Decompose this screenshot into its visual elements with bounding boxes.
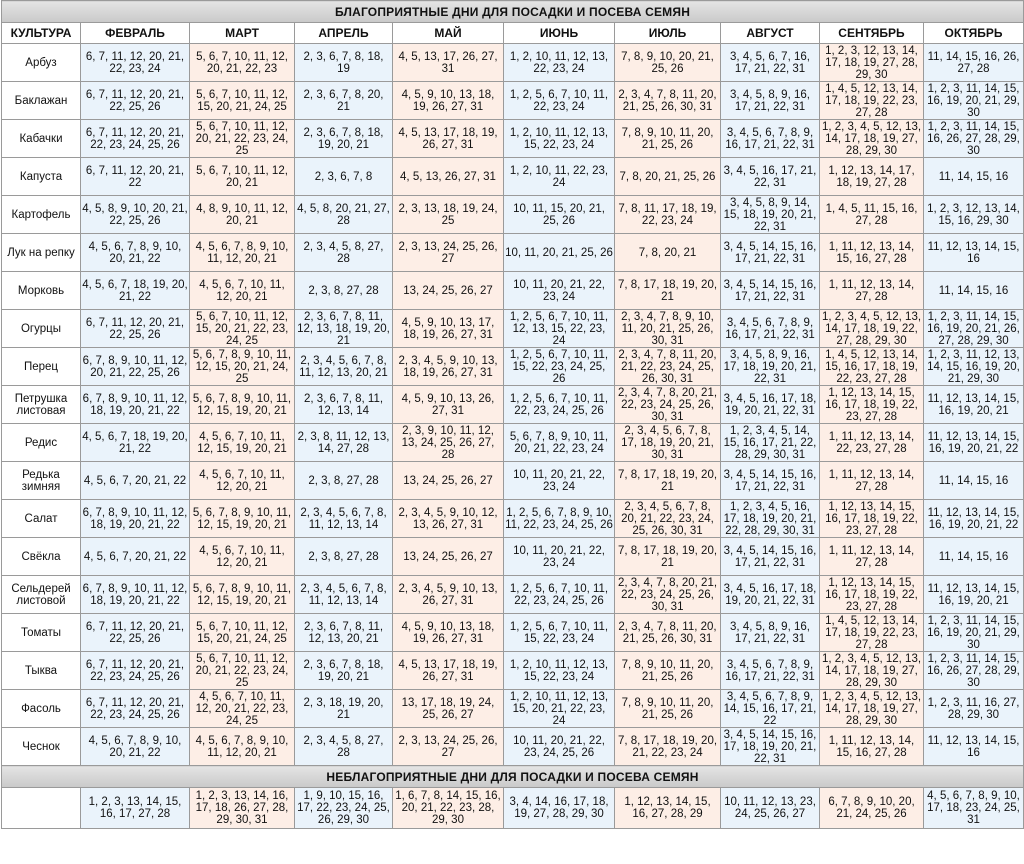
unfavorable-days-cell: 1, 2, 3, 13, 14, 16, 17, 18, 26, 27, 28, 29, 30, 31 bbox=[190, 788, 295, 829]
favorable-days-cell: 1, 4, 5, 12, 13, 14, 17, 18, 19, 22, 23, 27, 28 bbox=[820, 614, 924, 652]
favorable-days-cell: 10, 11, 20, 21, 25, 26 bbox=[504, 234, 615, 272]
favorable-days-cell: 11, 12, 13, 14, 15, 16, 19, 20, 21 bbox=[924, 386, 1024, 424]
crop-row bbox=[2, 424, 1024, 462]
favorable-days-cell: 1, 2, 10, 11, 12, 13, 22, 23, 24 bbox=[504, 44, 615, 82]
favorable-days-cell: 13, 24, 25, 26, 27 bbox=[393, 462, 504, 500]
favorable-days-cell: 4, 5, 13, 26, 27, 31 bbox=[393, 158, 504, 196]
favorable-days-cell: 4, 5, 6, 7, 20, 21, 22 bbox=[81, 538, 190, 576]
favorable-banner-row bbox=[2, 1, 1024, 23]
favorable-days-cell: 6, 7, 8, 9, 10, 11, 12, 18, 19, 20, 21, 22 bbox=[81, 500, 190, 538]
month-header: СЕНТЯБРЬ bbox=[820, 23, 924, 44]
favorable-days-cell: 11, 14, 15, 16 bbox=[924, 272, 1024, 310]
crop-row bbox=[2, 196, 1024, 234]
favorable-days-cell: 5, 6, 7, 8, 9, 10, 11, 12, 15, 20, 21, 24, 25 bbox=[190, 348, 295, 386]
favorable-days-cell: 10, 11, 20, 21, 22, 23, 24 bbox=[504, 272, 615, 310]
favorable-days-cell: 4, 5, 6, 7, 10, 11, 12, 20, 21 bbox=[190, 538, 295, 576]
favorable-days-cell: 10, 11, 20, 21, 22, 23, 24, 25, 26 bbox=[504, 728, 615, 766]
favorable-days-cell: 2, 3, 9, 10, 11, 12, 13, 24, 25, 26, 27, 28 bbox=[393, 424, 504, 462]
favorable-days-cell: 1, 2, 5, 6, 7, 10, 11, 15, 22, 23, 24 bbox=[504, 614, 615, 652]
favorable-days-cell: 3, 4, 5, 16, 17, 18, 19, 20, 21, 22, 31 bbox=[721, 386, 820, 424]
unfavorable-days-cell: 4, 5, 6, 7, 8, 9, 10, 17, 18, 23, 24, 25, 31 bbox=[924, 788, 1024, 829]
crop-row bbox=[2, 44, 1024, 82]
favorable-days-cell: 1, 2, 10, 11, 22, 23, 24 bbox=[504, 158, 615, 196]
unfavorable-banner-row bbox=[2, 766, 1024, 788]
favorable-days-cell: 11, 12, 13, 14, 15, 16, 19, 20, 21, 22 bbox=[924, 424, 1024, 462]
crop-name: Чеснок bbox=[2, 728, 81, 766]
crop-name: Редис bbox=[2, 424, 81, 462]
crop-row bbox=[2, 386, 1024, 424]
crop-name: Тыква bbox=[2, 652, 81, 690]
favorable-days-cell: 3, 4, 5, 14, 15, 16, 17, 21, 22, 31 bbox=[721, 234, 820, 272]
favorable-days-cell: 4, 5, 9, 10, 13, 18, 19, 26, 27, 31 bbox=[393, 82, 504, 120]
unfavorable-days-cell: 1, 6, 7, 8, 14, 15, 16, 20, 21, 22, 23, 28, 29, 30 bbox=[393, 788, 504, 829]
favorable-days-cell: 11, 14, 15, 16 bbox=[924, 538, 1024, 576]
crop-column-header: КУЛЬТУРА bbox=[2, 23, 81, 44]
favorable-days-cell: 5, 6, 7, 8, 9, 10, 11, 12, 15, 19, 20, 21 bbox=[190, 576, 295, 614]
unfavorable-days-cell: 3, 4, 14, 16, 17, 18, 19, 27, 28, 29, 30 bbox=[504, 788, 615, 829]
favorable-days-cell: 13, 17, 18, 19, 24, 25, 26, 27 bbox=[393, 690, 504, 728]
favorable-days-cell: 13, 24, 25, 26, 27 bbox=[393, 538, 504, 576]
favorable-days-cell: 1, 2, 3, 12, 13, 14, 17, 18, 19, 27, 28, 29, 30 bbox=[820, 44, 924, 82]
favorable-days-cell: 1, 2, 5, 6, 7, 10, 11, 15, 22, 23, 24, 25, 26 bbox=[504, 348, 615, 386]
favorable-days-cell: 4, 5, 6, 7, 18, 19, 20, 21, 22 bbox=[81, 272, 190, 310]
crop-row bbox=[2, 234, 1024, 272]
favorable-days-cell: 7, 8, 20, 21 bbox=[615, 234, 721, 272]
favorable-days-cell: 3, 4, 5, 8, 9, 16, 17, 21, 22, 31 bbox=[721, 614, 820, 652]
favorable-days-cell: 1, 2, 3, 4, 5, 14, 15, 16, 17, 21, 22, 28, 29, 30, 31 bbox=[721, 424, 820, 462]
favorable-days-cell: 7, 8, 17, 18, 19, 20, 21 bbox=[615, 462, 721, 500]
favorable-days-cell: 1, 2, 3, 4, 5, 12, 13, 14, 17, 18, 19, 27, 28, 29, 30 bbox=[820, 690, 924, 728]
favorable-days-cell: 2, 3, 6, 7, 8, 11, 12, 13, 20, 21 bbox=[295, 614, 393, 652]
favorable-days-cell: 1, 2, 3, 4, 5, 12, 13, 14, 17, 18, 19, 27, 28, 29, 30 bbox=[820, 652, 924, 690]
favorable-days-cell: 5, 6, 7, 8, 9, 10, 11, 12, 15, 19, 20, 21 bbox=[190, 500, 295, 538]
favorable-days-cell: 4, 5, 6, 7, 10, 11, 12, 20, 21 bbox=[190, 462, 295, 500]
favorable-days-cell: 2, 3, 8, 27, 28 bbox=[295, 462, 393, 500]
month-header: АВГУСТ bbox=[721, 23, 820, 44]
favorable-days-cell: 1, 2, 3, 4, 5, 12, 13, 14, 17, 18, 19, 27, 28, 29, 30 bbox=[820, 120, 924, 158]
favorable-days-cell: 4, 5, 8, 9, 10, 20, 21, 22, 25, 26 bbox=[81, 196, 190, 234]
favorable-days-cell: 1, 2, 3, 11, 14, 15, 16, 26, 27, 28, 29, 30 bbox=[924, 652, 1024, 690]
favorable-days-cell: 10, 11, 20, 21, 22, 23, 24 bbox=[504, 538, 615, 576]
favorable-days-cell: 4, 5, 6, 7, 10, 11, 12, 20, 21, 22, 23, 24, 25 bbox=[190, 690, 295, 728]
crop-row bbox=[2, 462, 1024, 500]
crop-row bbox=[2, 614, 1024, 652]
favorable-days-cell: 2, 3, 4, 7, 8, 11, 20, 21, 22, 23, 24, 25, 26, 30, 31 bbox=[615, 348, 721, 386]
favorable-days-cell: 6, 7, 8, 9, 10, 11, 12, 20, 21, 22, 25, 26 bbox=[81, 348, 190, 386]
favorable-days-cell: 11, 14, 15, 16 bbox=[924, 462, 1024, 500]
favorable-days-cell: 4, 5, 9, 10, 13, 26, 27, 31 bbox=[393, 386, 504, 424]
favorable-days-cell: 3, 4, 5, 14, 15, 16, 17, 18, 19, 20, 21, 22, 31 bbox=[721, 728, 820, 766]
favorable-days-cell: 1, 2, 3, 11, 14, 15, 16, 26, 27, 28, 29, 30 bbox=[924, 120, 1024, 158]
favorable-days-cell: 2, 3, 4, 5, 6, 7, 8, 17, 18, 19, 20, 21, 30, 31 bbox=[615, 424, 721, 462]
favorable-days-cell: 1, 4, 5, 11, 15, 16, 27, 28 bbox=[820, 196, 924, 234]
crop-row bbox=[2, 500, 1024, 538]
favorable-days-cell: 11, 12, 13, 14, 15, 16, 19, 20, 21 bbox=[924, 576, 1024, 614]
favorable-days-cell: 5, 6, 7, 10, 11, 12, 20, 21 bbox=[190, 158, 295, 196]
favorable-days-cell: 3, 4, 5, 14, 15, 16, 17, 21, 22, 31 bbox=[721, 538, 820, 576]
favorable-days-cell: 11, 14, 15, 16, 26, 27, 28 bbox=[924, 44, 1024, 82]
favorable-days-cell: 6, 7, 11, 12, 20, 21, 22, 25, 26 bbox=[81, 614, 190, 652]
favorable-days-cell: 2, 3, 4, 5, 9, 10, 13, 26, 27, 31 bbox=[393, 576, 504, 614]
favorable-days-cell: 1, 12, 13, 14, 15, 16, 17, 18, 19, 22, 23, 27, 28 bbox=[820, 500, 924, 538]
unfavorable-days-cell: 1, 12, 13, 14, 15, 16, 27, 28, 29 bbox=[615, 788, 721, 829]
favorable-days-cell: 2, 3, 4, 5, 8, 27, 28 bbox=[295, 728, 393, 766]
crop-row bbox=[2, 272, 1024, 310]
favorable-days-cell: 3, 4, 5, 16, 17, 18, 19, 20, 21, 22, 31 bbox=[721, 576, 820, 614]
favorable-days-cell: 3, 4, 5, 6, 7, 8, 9, 16, 17, 21, 22, 31 bbox=[721, 652, 820, 690]
favorable-days-cell: 1, 12, 13, 14, 15, 16, 17, 18, 19, 22, 23, 27, 28 bbox=[820, 386, 924, 424]
favorable-days-cell: 1, 2, 5, 6, 7, 10, 11, 22, 23, 24, 25, 26 bbox=[504, 576, 615, 614]
favorable-days-cell: 1, 2, 3, 11, 16, 27, 28, 29, 30 bbox=[924, 690, 1024, 728]
favorable-days-cell: 1, 2, 10, 11, 12, 13, 15, 20, 21, 22, 23, 24 bbox=[504, 690, 615, 728]
month-header: МАРТ bbox=[190, 23, 295, 44]
crop-name: Лук на репку bbox=[2, 234, 81, 272]
favorable-days-cell: 2, 3, 4, 7, 8, 11, 20, 21, 25, 26, 30, 31 bbox=[615, 614, 721, 652]
favorable-days-cell: 11, 12, 13, 14, 15, 16 bbox=[924, 728, 1024, 766]
favorable-days-cell: 3, 4, 5, 14, 15, 16, 17, 21, 22, 31 bbox=[721, 272, 820, 310]
unfavorable-days-cell: 6, 7, 8, 9, 10, 20, 21, 24, 25, 26 bbox=[820, 788, 924, 829]
planting-calendar-table bbox=[1, 0, 1024, 829]
favorable-days-cell: 1, 11, 12, 13, 14, 22, 23, 27, 28 bbox=[820, 424, 924, 462]
favorable-days-cell: 6, 7, 11, 12, 20, 21, 22, 25, 26 bbox=[81, 310, 190, 348]
favorable-days-cell: 7, 8, 9, 10, 11, 20, 21, 25, 26 bbox=[615, 690, 721, 728]
favorable-days-cell: 5, 6, 7, 10, 11, 12, 15, 20, 21, 24, 25 bbox=[190, 614, 295, 652]
favorable-days-cell: 4, 5, 13, 17, 18, 19, 26, 27, 31 bbox=[393, 652, 504, 690]
unfavorable-days-cell: 1, 2, 3, 13, 14, 15, 16, 17, 27, 28 bbox=[81, 788, 190, 829]
favorable-days-cell: 3, 4, 5, 8, 9, 14, 15, 18, 19, 20, 21, 22, 31 bbox=[721, 196, 820, 234]
favorable-days-cell: 2, 3, 6, 7, 8, 18, 19, 20, 21 bbox=[295, 652, 393, 690]
crop-name: Огурцы bbox=[2, 310, 81, 348]
crop-name: Редька зимняя bbox=[2, 462, 81, 500]
favorable-days-cell: 5, 6, 7, 10, 11, 12, 15, 20, 21, 22, 23, 24, 25 bbox=[190, 310, 295, 348]
crop-row bbox=[2, 538, 1024, 576]
unfavorable-crop-cell bbox=[2, 788, 81, 829]
favorable-days-cell: 6, 7, 11, 12, 20, 21, 22, 23, 24 bbox=[81, 44, 190, 82]
favorable-days-cell: 2, 3, 6, 7, 8, 11, 12, 13, 18, 19, 20, 21 bbox=[295, 310, 393, 348]
favorable-days-cell: 1, 2, 10, 11, 12, 13, 15, 22, 23, 24 bbox=[504, 652, 615, 690]
favorable-days-cell: 2, 3, 18, 19, 20, 21 bbox=[295, 690, 393, 728]
favorable-days-cell: 6, 7, 11, 12, 20, 21, 22, 23, 24, 25, 26 bbox=[81, 120, 190, 158]
crop-name: Капуста bbox=[2, 158, 81, 196]
favorable-days-cell: 4, 5, 6, 7, 8, 9, 10, 11, 12, 20, 21 bbox=[190, 234, 295, 272]
favorable-days-cell: 4, 5, 9, 10, 13, 17, 18, 19, 26, 27, 31 bbox=[393, 310, 504, 348]
month-header: АПРЕЛЬ bbox=[295, 23, 393, 44]
favorable-days-cell: 4, 5, 6, 7, 8, 9, 10, 20, 21, 22 bbox=[81, 728, 190, 766]
favorable-days-cell: 1, 2, 3, 4, 5, 16, 17, 18, 19, 20, 21, 22, 28, 29, 30, 31 bbox=[721, 500, 820, 538]
month-header: ИЮНЬ bbox=[504, 23, 615, 44]
favorable-days-cell: 3, 4, 5, 6, 7, 16, 17, 21, 22, 31 bbox=[721, 44, 820, 82]
favorable-days-cell: 5, 6, 7, 10, 11, 12, 15, 20, 21, 24, 25 bbox=[190, 82, 295, 120]
favorable-days-cell: 2, 3, 13, 24, 25, 26, 27 bbox=[393, 234, 504, 272]
favorable-days-cell: 3, 4, 5, 8, 9, 16, 17, 18, 19, 20, 21, 22, 31 bbox=[721, 348, 820, 386]
favorable-days-cell: 1, 11, 12, 13, 14, 27, 28 bbox=[820, 462, 924, 500]
favorable-days-cell: 5, 6, 7, 10, 11, 12, 20, 21, 22, 23 bbox=[190, 44, 295, 82]
favorable-days-cell: 2, 3, 4, 7, 8, 20, 21, 22, 23, 24, 25, 26, 30, 31 bbox=[615, 386, 721, 424]
unfavorable-title: НЕБЛАГОПРИЯТНЫЕ ДНИ ДЛЯ ПОСАДКИ И ПОСЕВА СЕМЯН bbox=[2, 766, 1024, 788]
favorable-days-cell: 6, 7, 11, 12, 20, 21, 22, 23, 24, 25, 26 bbox=[81, 652, 190, 690]
favorable-days-cell: 7, 8, 17, 18, 19, 20, 21 bbox=[615, 272, 721, 310]
month-header: ИЮЛЬ bbox=[615, 23, 721, 44]
favorable-days-cell: 1, 2, 3, 11, 14, 15, 16, 19, 20, 21, 29, 30 bbox=[924, 614, 1024, 652]
favorable-days-cell: 1, 11, 12, 13, 14, 27, 28 bbox=[820, 272, 924, 310]
crop-row bbox=[2, 310, 1024, 348]
crop-name: Салат bbox=[2, 500, 81, 538]
favorable-days-cell: 2, 3, 13, 24, 25, 26, 27 bbox=[393, 728, 504, 766]
favorable-days-cell: 13, 24, 25, 26, 27 bbox=[393, 272, 504, 310]
favorable-days-body bbox=[2, 44, 1024, 766]
favorable-days-cell: 6, 7, 8, 9, 10, 11, 12, 18, 19, 20, 21, 22 bbox=[81, 386, 190, 424]
favorable-days-cell: 4, 5, 6, 7, 10, 11, 12, 20, 21 bbox=[190, 272, 295, 310]
favorable-days-cell: 4, 5, 6, 7, 18, 19, 20, 21, 22 bbox=[81, 424, 190, 462]
favorable-days-cell: 7, 8, 17, 18, 19, 20, 21, 22, 23, 24 bbox=[615, 728, 721, 766]
favorable-days-cell: 4, 5, 8, 20, 21, 27, 28 bbox=[295, 196, 393, 234]
favorable-days-cell: 2, 3, 13, 18, 19, 24, 25 bbox=[393, 196, 504, 234]
favorable-days-cell: 2, 3, 4, 7, 8, 11, 20, 21, 25, 26, 30, 31 bbox=[615, 82, 721, 120]
favorable-days-cell: 7, 8, 9, 10, 20, 21, 25, 26 bbox=[615, 44, 721, 82]
favorable-days-cell: 2, 3, 4, 5, 9, 10, 12, 13, 26, 27, 31 bbox=[393, 500, 504, 538]
month-header: ОКТЯБРЬ bbox=[924, 23, 1024, 44]
crop-row bbox=[2, 728, 1024, 766]
favorable-days-cell: 5, 6, 7, 8, 9, 10, 11, 20, 21, 22, 23, 24 bbox=[504, 424, 615, 462]
crop-row bbox=[2, 652, 1024, 690]
favorable-days-cell: 2, 3, 8, 27, 28 bbox=[295, 272, 393, 310]
favorable-days-cell: 2, 3, 6, 7, 8 bbox=[295, 158, 393, 196]
favorable-days-cell: 1, 2, 3, 11, 14, 15, 16, 19, 20, 21, 26, 27, 28, 29, 30 bbox=[924, 310, 1024, 348]
favorable-days-cell: 6, 7, 11, 12, 20, 21, 22, 25, 26 bbox=[81, 82, 190, 120]
favorable-days-cell: 1, 2, 3, 12, 13, 14, 15, 16, 29, 30 bbox=[924, 196, 1024, 234]
crop-row bbox=[2, 348, 1024, 386]
crop-name: Томаты bbox=[2, 614, 81, 652]
favorable-days-cell: 3, 4, 5, 14, 15, 16, 17, 21, 22, 31 bbox=[721, 462, 820, 500]
crop-name: Фасоль bbox=[2, 690, 81, 728]
favorable-days-cell: 2, 3, 6, 7, 8, 18, 19 bbox=[295, 44, 393, 82]
favorable-days-cell: 5, 6, 7, 10, 11, 12, 20, 21, 22, 23, 24, 25 bbox=[190, 652, 295, 690]
favorable-days-cell: 2, 3, 6, 7, 8, 11, 12, 13, 14 bbox=[295, 386, 393, 424]
crop-name: Баклажан bbox=[2, 82, 81, 120]
favorable-days-cell: 1, 2, 3, 11, 14, 15, 16, 19, 20, 21, 29, 30 bbox=[924, 82, 1024, 120]
crop-name: Морковь bbox=[2, 272, 81, 310]
favorable-days-cell: 3, 4, 5, 6, 7, 8, 9, 14, 15, 16, 17, 21, 22 bbox=[721, 690, 820, 728]
favorable-days-cell: 7, 8, 20, 21, 25, 26 bbox=[615, 158, 721, 196]
favorable-days-cell: 2, 3, 8, 27, 28 bbox=[295, 538, 393, 576]
favorable-days-cell: 10, 11, 20, 21, 22, 23, 24 bbox=[504, 462, 615, 500]
crop-name: Петрушка листовая bbox=[2, 386, 81, 424]
favorable-days-cell: 11, 12, 13, 14, 15, 16, 19, 20, 21, 22 bbox=[924, 500, 1024, 538]
favorable-days-cell: 2, 3, 8, 11, 12, 13, 14, 27, 28 bbox=[295, 424, 393, 462]
favorable-days-cell: 1, 2, 5, 6, 7, 10, 11, 22, 23, 24, 25, 26 bbox=[504, 386, 615, 424]
favorable-days-cell: 2, 3, 4, 5, 9, 10, 13, 18, 19, 26, 27, 31 bbox=[393, 348, 504, 386]
favorable-days-cell: 1, 4, 5, 12, 13, 14, 15, 16, 17, 18, 19, 22, 23, 27, 28 bbox=[820, 348, 924, 386]
crop-row bbox=[2, 82, 1024, 120]
favorable-days-cell: 4, 5, 13, 17, 18, 19, 26, 27, 31 bbox=[393, 120, 504, 158]
favorable-days-cell: 1, 2, 3, 11, 12, 13, 14, 15, 16, 19, 20, 21, 29, 30 bbox=[924, 348, 1024, 386]
favorable-days-cell: 3, 4, 5, 16, 17, 21, 22, 31 bbox=[721, 158, 820, 196]
crop-name: Перец bbox=[2, 348, 81, 386]
favorable-days-cell: 4, 5, 6, 7, 8, 9, 10, 20, 21, 22 bbox=[81, 234, 190, 272]
favorable-days-cell: 11, 12, 13, 14, 15, 16 bbox=[924, 234, 1024, 272]
crop-name: Арбуз bbox=[2, 44, 81, 82]
favorable-days-cell: 1, 12, 13, 14, 17, 18, 19, 27, 28 bbox=[820, 158, 924, 196]
favorable-days-cell: 1, 11, 12, 13, 14, 27, 28 bbox=[820, 538, 924, 576]
favorable-days-cell: 6, 7, 8, 9, 10, 11, 12, 18, 19, 20, 21, 22 bbox=[81, 576, 190, 614]
favorable-days-cell: 10, 11, 15, 20, 21, 25, 26 bbox=[504, 196, 615, 234]
crop-name: Кабачки bbox=[2, 120, 81, 158]
favorable-days-cell: 4, 5, 6, 7, 20, 21, 22 bbox=[81, 462, 190, 500]
favorable-days-cell: 2, 3, 4, 5, 6, 7, 8, 20, 21, 22, 23, 24, 25, 26, 30, 31 bbox=[615, 500, 721, 538]
favorable-days-cell: 6, 7, 11, 12, 20, 21, 22 bbox=[81, 158, 190, 196]
favorable-days-cell: 6, 7, 11, 12, 20, 21, 22, 23, 24, 25, 26 bbox=[81, 690, 190, 728]
crop-row bbox=[2, 576, 1024, 614]
favorable-days-cell: 2, 3, 6, 7, 8, 18, 19, 20, 21 bbox=[295, 120, 393, 158]
favorable-days-cell: 7, 8, 11, 17, 18, 19, 22, 23, 24 bbox=[615, 196, 721, 234]
favorable-days-cell: 4, 5, 9, 10, 13, 18, 19, 26, 27, 31 bbox=[393, 614, 504, 652]
crop-name: Картофель bbox=[2, 196, 81, 234]
favorable-days-cell: 1, 2, 10, 11, 12, 13, 15, 22, 23, 24 bbox=[504, 120, 615, 158]
crop-row bbox=[2, 690, 1024, 728]
favorable-days-cell: 1, 11, 12, 13, 14, 15, 16, 27, 28 bbox=[820, 234, 924, 272]
unfavorable-days-cell: 1, 9, 10, 15, 16, 17, 22, 23, 24, 25, 26, 29, 30 bbox=[295, 788, 393, 829]
favorable-days-cell: 7, 8, 9, 10, 11, 20, 21, 25, 26 bbox=[615, 652, 721, 690]
favorable-days-cell: 2, 3, 4, 5, 6, 7, 8, 11, 12, 13, 14 bbox=[295, 500, 393, 538]
favorable-days-cell: 1, 2, 5, 6, 7, 8, 9, 10, 11, 22, 23, 24, 25, 26 bbox=[504, 500, 615, 538]
favorable-days-cell: 3, 4, 5, 8, 9, 16, 17, 21, 22, 31 bbox=[721, 82, 820, 120]
unfavorable-days-row bbox=[2, 788, 1024, 829]
favorable-days-cell: 2, 3, 4, 5, 6, 7, 8, 11, 12, 13, 20, 21 bbox=[295, 348, 393, 386]
favorable-days-cell: 4, 5, 13, 17, 26, 27, 31 bbox=[393, 44, 504, 82]
unfavorable-days-cell: 10, 11, 12, 13, 23, 24, 25, 26, 27 bbox=[721, 788, 820, 829]
favorable-days-cell: 5, 6, 7, 8, 9, 10, 11, 12, 15, 19, 20, 21 bbox=[190, 386, 295, 424]
favorable-days-cell: 4, 5, 6, 7, 8, 9, 10, 11, 12, 20, 21 bbox=[190, 728, 295, 766]
favorable-days-cell: 7, 8, 9, 10, 11, 20, 21, 25, 26 bbox=[615, 120, 721, 158]
favorable-days-cell: 1, 4, 5, 12, 13, 14, 17, 18, 19, 22, 23, 27, 28 bbox=[820, 82, 924, 120]
favorable-days-cell: 1, 2, 5, 6, 7, 10, 11, 22, 23, 24 bbox=[504, 82, 615, 120]
favorable-title: БЛАГОПРИЯТНЫЕ ДНИ ДЛЯ ПОСАДКИ И ПОСЕВА СЕМЯН bbox=[2, 1, 1024, 23]
header-row bbox=[2, 23, 1024, 44]
crop-row bbox=[2, 120, 1024, 158]
crop-name: Свёкла bbox=[2, 538, 81, 576]
favorable-days-cell: 1, 11, 12, 13, 14, 15, 16, 27, 28 bbox=[820, 728, 924, 766]
favorable-days-cell: 2, 3, 4, 7, 8, 9, 10, 11, 20, 21, 25, 26, 30, 31 bbox=[615, 310, 721, 348]
favorable-days-cell: 2, 3, 6, 7, 8, 20, 21 bbox=[295, 82, 393, 120]
favorable-days-cell: 1, 12, 13, 14, 15, 16, 17, 18, 19, 22, 23, 27, 28 bbox=[820, 576, 924, 614]
favorable-days-cell: 2, 3, 4, 7, 8, 20, 21, 22, 23, 24, 25, 26, 30, 31 bbox=[615, 576, 721, 614]
favorable-days-cell: 7, 8, 17, 18, 19, 20, 21 bbox=[615, 538, 721, 576]
favorable-days-cell: 5, 6, 7, 10, 11, 12, 20, 21, 22, 23, 24, 25 bbox=[190, 120, 295, 158]
month-header: ФЕВРАЛЬ bbox=[81, 23, 190, 44]
month-header: МАЙ bbox=[393, 23, 504, 44]
favorable-days-cell: 11, 14, 15, 16 bbox=[924, 158, 1024, 196]
favorable-days-cell: 2, 3, 4, 5, 8, 27, 28 bbox=[295, 234, 393, 272]
favorable-days-cell: 2, 3, 4, 5, 6, 7, 8, 11, 12, 13, 14 bbox=[295, 576, 393, 614]
crop-name: Сельдерей листовой bbox=[2, 576, 81, 614]
crop-row bbox=[2, 158, 1024, 196]
favorable-days-cell: 4, 8, 9, 10, 11, 12, 20, 21 bbox=[190, 196, 295, 234]
favorable-days-cell: 4, 5, 6, 7, 10, 11, 12, 15, 19, 20, 21 bbox=[190, 424, 295, 462]
favorable-days-cell: 3, 4, 5, 6, 7, 8, 9, 16, 17, 21, 22, 31 bbox=[721, 120, 820, 158]
favorable-days-cell: 1, 2, 3, 4, 5, 12, 13, 14, 17, 18, 19, 22, 27, 28, 29, 30 bbox=[820, 310, 924, 348]
favorable-days-cell: 1, 2, 5, 6, 7, 10, 11, 12, 13, 15, 22, 23, 24 bbox=[504, 310, 615, 348]
favorable-days-cell: 3, 4, 5, 6, 7, 8, 9, 16, 17, 21, 22, 31 bbox=[721, 310, 820, 348]
